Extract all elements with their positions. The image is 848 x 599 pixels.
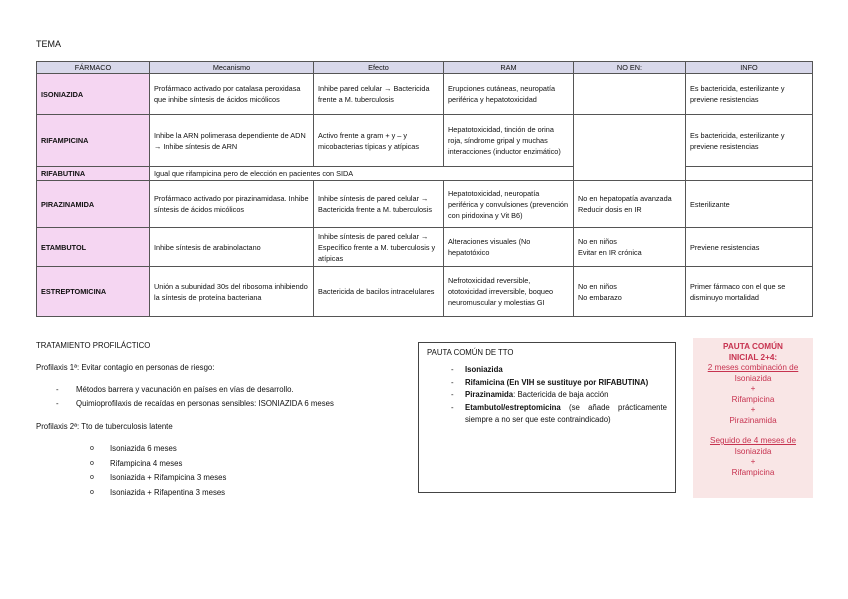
drug-table (36, 61, 813, 317)
list-item: - Métodos barrera y vacunación en países en vías de desarrollo. (56, 383, 334, 397)
cell-no-en: No en hepatopatía avanzada Reducir dosis en IR (574, 181, 686, 228)
cell-efecto: Inhibe síntesis de pared celular → Bactericida frente a M. tuberculosis (314, 181, 444, 228)
pauta-box-title: PAUTA COMÚN DE TTO (427, 348, 514, 357)
drug-name: RIFAMPICINA (37, 115, 150, 167)
item-bold: Pirazinamida (465, 390, 514, 399)
cell-efecto: Activo frente a gram + y – y micobacterias típicas y atípicas (314, 115, 444, 167)
profilaxis-2-list (90, 442, 226, 500)
cell-efecto: Inhibe pared celular → Bactericida frente a M. tuberculosis (314, 74, 444, 115)
col-header-farmaco: FÁRMACO (37, 62, 150, 74)
cell-efecto: Bactericida de bacilos intracelulares (314, 267, 444, 317)
col-header-no-en: NO EN: (574, 62, 686, 74)
list-item: o Rifampicina 4 meses (90, 457, 226, 472)
cell-no-en: No en niños Evitar en IR crónica (574, 228, 686, 267)
list-item: - Quimioprofilaxis de recaídas en personas sensibles: ISONIAZIDA 6 meses (56, 397, 334, 411)
pink-plus: + (750, 384, 756, 393)
cell-info: Primer fármaco con el que se disminuyo mortalidad (686, 267, 813, 317)
pink-line: Pirazinamida (729, 415, 777, 425)
cell-info: Es bactericida, esterilizante y previene resistencias (686, 115, 813, 167)
cell-info: Esterilizante (686, 181, 813, 228)
item-bold: Rifamicina (En VIH se sustituye por RIFABUTINA) (465, 377, 649, 387)
col-header-info: INFO (686, 62, 813, 74)
table-row (37, 267, 813, 317)
pauta-comun-box (418, 342, 676, 493)
list-item (427, 377, 667, 390)
pauta-list (427, 364, 667, 427)
cell-efecto: Inhibe síntesis de pared celular → Específico frente a M. tuberculosis y atípicas (314, 228, 444, 267)
drug-name: PIRAZINAMIDA (37, 181, 150, 228)
cell-note: Igual que rifampicina pero de elección en pacientes con SIDA (150, 167, 574, 181)
list-item: o Isoniazida 6 meses (90, 442, 226, 457)
drug-name: ESTREPTOMICINA (37, 267, 150, 317)
list-item: o Isoniazida + Rifampicina 3 meses (90, 471, 226, 486)
cell-no-en (574, 115, 686, 181)
drug-name: ISONIAZIDA (37, 74, 150, 115)
col-header-efecto: Efecto (314, 62, 444, 74)
pink-line: Rifampicina (731, 467, 775, 477)
table-row (37, 167, 813, 181)
col-header-mecanismo: Mecanismo (150, 62, 314, 74)
cell-mecanismo: Inhibe la ARN polimerasa dependiente de ADN → Inhibe síntesis de ARN (150, 115, 314, 167)
table-row (37, 228, 813, 267)
cell-ram: Nefrotoxicidad reversible, ototoxicidad irreversible, boqueo neuromuscular y molestias GI (444, 267, 574, 317)
table-row (37, 115, 813, 167)
pink-plus: + (750, 457, 756, 466)
cell-no-en (574, 74, 686, 115)
profilaxis-title: TRATAMIENTO PROFILÁCTICO (36, 341, 151, 350)
cell-ram: Alteraciones visuales (No hepatotóxico (444, 228, 574, 267)
cell-mecanismo: Profármaco activado por pirazinamidasa. Inhibe síntesis de ácidos micólicos (150, 181, 314, 228)
profilaxis-1-text: Profilaxis 1ª: Evitar contagio en personas de riesgo: (36, 363, 215, 372)
cell-info (686, 167, 813, 181)
pink-line: 2 meses combinación de (707, 363, 799, 372)
item-bold: Isoniazida (465, 365, 503, 374)
cell-mecanismo: Profármaco activado por catalasa peroxidasa que inhibe síntesis de ácidos micólicos (150, 74, 314, 115)
col-header-ram: RAM (444, 62, 574, 74)
cell-info: Es bactericida, esterilizante y previene resistencias (686, 74, 813, 115)
cell-mecanismo: Unión a subunidad 30s del ribosoma inhibiendo la síntesis de proteína bacteriana (150, 267, 314, 317)
item-text: : Bactericida de baja acción (513, 390, 609, 399)
list-item (427, 402, 667, 427)
table-header-row (37, 62, 813, 74)
profilaxis-1-list (56, 383, 334, 411)
cell-ram: Hepatotoxicidad, neuropatía periférica y convulsiones (prevención con piridoxina y Vit B6) (444, 181, 574, 228)
pink-line: Isoniazida (734, 373, 772, 383)
item-bold: Etambutol/estreptomicina (465, 402, 561, 412)
cell-mecanismo: Inhibe síntesis de arabinolactano (150, 228, 314, 267)
pink-title-1: PAUTA COMÚN (723, 342, 783, 351)
drug-name: RIFABUTINA (37, 167, 150, 181)
list-item: o Isoniazida + Rifapentina 3 meses (90, 486, 226, 501)
profilaxis-2-text: Profilaxis 2ª: Tto de tuberculosis latente (36, 422, 173, 431)
pink-line: Seguido de 4 meses de (709, 436, 797, 445)
pink-line: Rifampicina (731, 394, 775, 404)
pink-plus: + (750, 405, 756, 414)
cell-ram: Hepatotoxicidad, tinción de orina roja, síndrome gripal y muchas interacciones (inductor enzimático) (444, 115, 574, 167)
cell-info: Previene resistencias (686, 228, 813, 267)
pauta-inicial-box (693, 338, 813, 498)
table-row (37, 181, 813, 228)
table-row (37, 74, 813, 115)
page-heading: TEMA (36, 39, 62, 49)
item-text: (se añade prácticamente siempre a no ser que este contraindicado) (465, 402, 667, 424)
list-item (427, 389, 667, 402)
drug-name: ETAMBUTOL (37, 228, 150, 267)
cell-no-en: No en niños No embarazo (574, 267, 686, 317)
list-item (427, 364, 667, 377)
cell-ram: Erupciones cutáneas, neuropatía periférica y hepatotoxicidad (444, 74, 574, 115)
pink-line: Isoniazida (734, 446, 772, 456)
pink-title-2: INICIAL 2+4: (728, 352, 778, 362)
